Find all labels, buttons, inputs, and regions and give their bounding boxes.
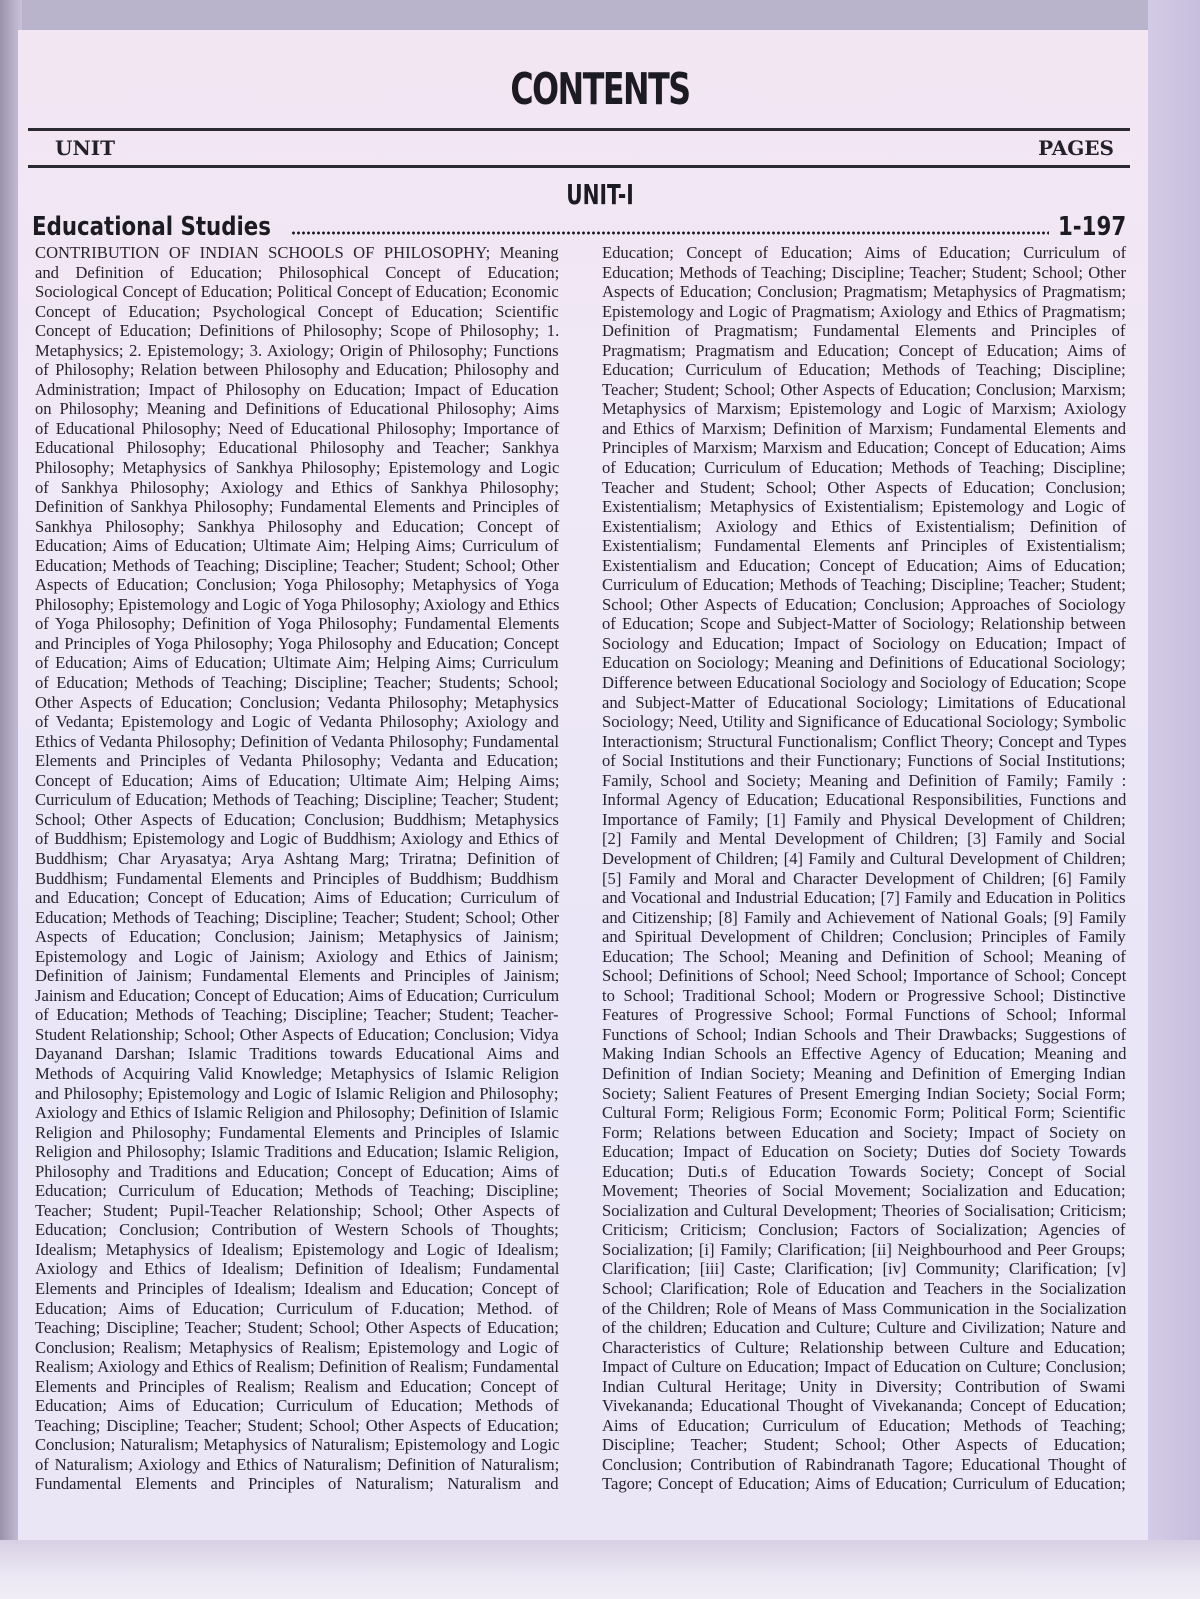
topic-line: and Philosophy; Epistemology and Logic of Islamic Religion and Philosophy; bbox=[35, 1083, 559, 1103]
topic-line: Epistemology and Logic of Pragmatism; Axiology and Ethics of Pragmatism; bbox=[602, 301, 1126, 321]
topic-line: Education on Sociology; Meaning and Definitions of Educational Sociology; bbox=[602, 653, 1126, 673]
topic-line: Teaching; Discipline; Teacher; Student; School; Other Aspects of Education; bbox=[35, 1318, 559, 1338]
topic-line: School; Definitions of School; Need School; Importance of School; Concept bbox=[602, 966, 1127, 986]
topic-line: Aspects of Education; Conclusion; Jainism; Metaphysics of Jainism; bbox=[35, 927, 559, 947]
dot-leader bbox=[291, 230, 1048, 236]
topic-line: of Naturalism; Axiology and Ethics of Naturalism; Definition of Naturalism; bbox=[35, 1454, 560, 1474]
topic-line: to School; Traditional School; Modern or Progressive School; Distinctive bbox=[602, 985, 1126, 1005]
topic-line: of Buddhism; Epistemology and Logic of Buddhism; Axiology and Ethics of bbox=[35, 829, 559, 849]
topic-line: Importance of Family; [1] Family and Physical Development of Children; bbox=[602, 809, 1126, 829]
topic-line: Aspects of Education; Conclusion; Yoga Philosophy; Metaphysics of Yoga bbox=[35, 575, 559, 595]
topic-line: Criticism; Criticism; Conclusion; Factors of Socialization; Agencies of bbox=[602, 1220, 1126, 1240]
topic-line: Education; Duti.s of Education Towards Society; Concept of Social bbox=[602, 1161, 1126, 1181]
topic-line: Education; Aims of Education; Curriculum of Education; Methods of bbox=[35, 1396, 559, 1416]
topic-line: Dayanand Darshan; Islamic Traditions towards Educational Aims and bbox=[35, 1044, 560, 1064]
topic-line: Philosophy; Metaphysics of Sankhya Philosophy; Epistemology and Logic bbox=[35, 458, 560, 478]
topic-line: Other Aspects of Education; Conclusion; Vedanta Philosophy; Metaphysics bbox=[35, 692, 559, 712]
topic-line: Teacher; Student; Pupil-Teacher Relationship; School; Other Aspects of bbox=[35, 1200, 560, 1220]
scan-right-edge bbox=[1148, 0, 1200, 1540]
topic-line: and Definition of Education; Philosophical Concept of Education; bbox=[35, 262, 560, 282]
topic-line: [2] Family and Mental Development of Children; [3] Family and Social bbox=[602, 829, 1126, 849]
topic-line: Elements and Principles of Realism; Realism and Education; Concept of bbox=[35, 1376, 559, 1396]
topic-line: and Citizenship; [8] Family and Achievement of National Goals; [9] Family bbox=[602, 907, 1127, 927]
pages-column-header: PAGES bbox=[1038, 136, 1114, 160]
topic-line: Buddhism; Fundamental Elements and Principles of Buddhism; Buddhism bbox=[35, 868, 559, 888]
topic-line: Discipline; Teacher; Student; School; Other Aspects of Education; bbox=[602, 1435, 1126, 1455]
topic-line: Definition of Indian Society; Meaning and Definition of Emerging Indian bbox=[602, 1063, 1126, 1083]
topic-line: Definition of Jainism; Fundamental Elements and Principles of Jainism; bbox=[35, 966, 560, 986]
topic-line: and Subject-Matter of Educational Sociology; Limitations of Educational bbox=[602, 692, 1127, 712]
topic-line: School; Other Aspects of Education; Conclusion; Approaches of Sociology bbox=[602, 594, 1126, 614]
topic-line: Definition of Pragmatism; Fundamental Elements and Principles of bbox=[602, 321, 1126, 341]
topic-line: of Sankhya Philosophy; Axiology and Ethics of Sankhya Philosophy; bbox=[35, 477, 559, 497]
topic-line: Existentialism; Axiology and Ethics of Existentialism; Definition of bbox=[602, 516, 1127, 536]
topic-line: of Educational Philosophy; Need of Educational Philosophy; Importance of bbox=[35, 418, 560, 438]
topic-line: and Spiritual Development of Children; Conclusion; Principles of Family bbox=[602, 927, 1126, 947]
topic-line: Society; Salient Features of Present Emerging Indian Society; Social Form; bbox=[602, 1083, 1126, 1103]
topic-line: Elements and Principles of Vedanta Philosophy; Vedanta and Education; bbox=[35, 751, 559, 771]
topic-line: Pragmatism; Pragmatism and Education; Concept of Education; Aims of bbox=[602, 340, 1127, 360]
topic-line: Concept of Education; Aims of Education; Ultimate Aim; Helping Aims; bbox=[35, 770, 560, 790]
topic-line: Buddhism; Char Aryasatya; Arya Ashtang Marg; Triratna; Definition of bbox=[35, 848, 560, 868]
topic-line: Education; Curriculum of Education; Methods of Teaching; Discipline; bbox=[35, 1181, 559, 1201]
topic-line: and Vocational and Industrial Education; [7] Family and Education in Politics bbox=[602, 888, 1126, 908]
topic-line: Education; Concept of Education; Aims of Education; Curriculum of bbox=[602, 243, 1127, 262]
topic-line: [5] Family and Moral and Character Development of Children; [6] Family bbox=[602, 868, 1127, 888]
unit-heading: UNIT-I bbox=[566, 178, 634, 211]
topic-line: of Yoga Philosophy; Definition of Yoga Philosophy; Fundamental Elements bbox=[35, 614, 560, 634]
topic-line: Tagore; Concept of Education; Aims of Education; Curriculum of Education; bbox=[602, 1474, 1126, 1494]
topic-line: Methods of Acquiring Valid Knowledge; Metaphysics of Islamic Religion bbox=[35, 1063, 559, 1083]
topic-line: of Education; Curriculum of Education; Methods of Teaching; Discipline; bbox=[602, 458, 1126, 478]
topic-line: School; Other Aspects of Education; Conclusion; Buddhism; Metaphysics bbox=[35, 809, 559, 829]
topic-line: Socialization and Cultural Development; Theories of Socialisation; Criticism; bbox=[602, 1200, 1127, 1220]
topic-line: Informal Agency of Education; Educational Responsibilities, Functions and bbox=[602, 790, 1127, 810]
topic-line: of Vedanta; Epistemology and Logic of Vedanta Philosophy; Axiology and bbox=[35, 712, 559, 732]
topic-line: Elements and Principles of Idealism; Idealism and Education; Concept of bbox=[35, 1278, 560, 1298]
topic-line: Axiology and Ethics of Islamic Religion and Philosophy; Definition of Islamic bbox=[35, 1103, 559, 1123]
topic-line: Metaphysics; 2. Epistemology; 3. Axiology; Origin of Philosophy; Functions bbox=[35, 340, 559, 360]
topic-line: Concept of Education; Definitions of Philosophy; Scope of Philosophy; 1. bbox=[35, 321, 560, 341]
topic-line: of Education; Scope and Subject-Matter of Sociology; Relationship between bbox=[602, 614, 1126, 634]
topic-line: Jainism and Education; Concept of Education; Aims of Education; Curriculum bbox=[35, 985, 560, 1005]
topic-line: Conclusion; Contribution of Rabindranath Tagore; Educational Thought of bbox=[602, 1454, 1127, 1474]
scan-bottom-edge bbox=[0, 1540, 1200, 1599]
topic-line: Education; The School; Meaning and Definition of School; Meaning of bbox=[602, 946, 1126, 966]
topic-line: Sankhya Philosophy; Sankhya Philosophy and Education; Concept of bbox=[35, 516, 560, 536]
topic-line: Interactionism; Structural Functionalism; Conflict Theory; Concept and Types bbox=[602, 731, 1127, 751]
topic-line: of Education; Methods of Teaching; Discipline; Teacher; Student; Teacher- bbox=[35, 1005, 559, 1025]
topic-line: Administration; Impact of Philosophy on Education; Impact of Education bbox=[35, 379, 559, 399]
topic-line: Development of Children; [4] Family and Cultural Development of Children; bbox=[602, 848, 1126, 868]
topic-line: Religion and Philosophy; Islamic Traditions and Education; Islamic Religion, bbox=[35, 1142, 559, 1162]
topic-line: on Philosophy; Meaning and Definitions of Educational Philosophy; Aims bbox=[35, 399, 560, 419]
topic-line: Definition of Sankhya Philosophy; Fundamental Elements and Principles of bbox=[35, 497, 560, 517]
topic-line: School; Clarification; Role of Education and Teachers in the Socialization bbox=[602, 1278, 1127, 1298]
topic-line: Existentialism; Metaphysics of Existentialism; Epistemology and Logic of bbox=[602, 497, 1126, 517]
topic-line: Features of Progressive School; Formal Functions of School; Informal bbox=[602, 1005, 1127, 1025]
header-top-rule bbox=[28, 128, 1130, 131]
topic-line: Education; Conclusion; Contribution of Western Schools of Thoughts; bbox=[35, 1220, 559, 1240]
topic-line: Axiology and Ethics of Idealism; Definition of Idealism; Fundamental bbox=[35, 1259, 560, 1279]
topic-line: Functions of School; Indian Schools and Their Drawbacks; Suggestions of bbox=[602, 1024, 1127, 1044]
topic-line: Student Relationship; School; Other Aspects of Education; Conclusion; Vidya bbox=[35, 1024, 559, 1044]
topic-line: Curriculum of Education; Methods of Teaching; Discipline; Teacher; Student; bbox=[35, 790, 559, 810]
topic-line: Characteristics of Culture; Relationship between Culture and Education; bbox=[602, 1337, 1126, 1357]
topic-line: of Education; Aims of Education; Ultimate Aim; Helping Aims; Curriculum bbox=[35, 653, 559, 673]
toc-entry-title[interactable]: Educational Studies bbox=[32, 212, 271, 242]
topics-column-left bbox=[35, 243, 559, 1494]
topic-line: Teaching; Discipline; Teacher; Student; School; Other Aspects of Education; bbox=[35, 1415, 559, 1435]
topic-line: Sociological Concept of Education; Political Concept of Education; Economic bbox=[35, 282, 559, 302]
topic-line: and Principles of Yoga Philosophy; Yoga Philosophy and Education; Concept bbox=[35, 633, 559, 653]
topic-line: Fundamental Elements and Principles of Naturalism; Naturalism and bbox=[35, 1474, 559, 1494]
topic-line: Impact of Culture on Education; Impact of Education on Culture; Conclusion; bbox=[602, 1357, 1126, 1377]
topic-line: Religion and Philosophy; Fundamental Elements and Principles of Islamic bbox=[35, 1122, 559, 1142]
topic-line: Concept of Education; Psychological Concept of Education; Scientific bbox=[35, 301, 559, 321]
topic-line: and Education; Concept of Education; Aims of Education; Curriculum of bbox=[35, 888, 560, 908]
topic-line: Sociology and Education; Impact of Sociology on Education; Impact of bbox=[602, 633, 1127, 653]
topic-line: Cultural Form; Religious Form; Economic Form; Political Form; Scientific bbox=[602, 1103, 1126, 1123]
topic-line: Educational Philosophy; Educational Philosophy and Teacher; Sankhya bbox=[35, 438, 560, 458]
topic-line: Education; Impact of Education on Society; Duties dof Society Towards bbox=[602, 1142, 1127, 1162]
topic-line: Epistemology and Logic of Jainism; Axiology and Ethics of Jainism; bbox=[35, 946, 559, 966]
topic-line: Education; Aims of Education; Curriculum of F.ducation; Method. of bbox=[35, 1298, 559, 1318]
topic-line: Clarification; [iii] Caste; Clarification; [iv] Community; Clarification; [v] bbox=[602, 1259, 1127, 1279]
toc-entry[interactable] bbox=[32, 210, 1126, 242]
topic-line: Metaphysics of Marxism; Epistemology and Logic of Marxism; Axiology bbox=[602, 399, 1127, 419]
topic-line: of Philosophy; Relation between Philosophy and Education; Philosophy and bbox=[35, 360, 559, 380]
topic-line: Indian Cultural Heritage; Unity in Diversity; Contribution of Swami bbox=[602, 1376, 1126, 1396]
topic-line: Teacher and Student; School; Other Aspects of Education; Conclusion; bbox=[602, 477, 1126, 497]
topic-line: of the Children; Role of Means of Mass Communication in the Socialization bbox=[602, 1298, 1127, 1318]
page-title: CONTENTS bbox=[510, 64, 690, 115]
topic-line: Principles of Marxism; Marxism and Education; Concept of Education; Aims bbox=[602, 438, 1126, 458]
topic-line: Conclusion; Naturalism; Metaphysics of Naturalism; Epistemology and Logic bbox=[35, 1435, 560, 1455]
topic-line: Existentialism; Fundamental Elements anf Principles of Existentialism; bbox=[602, 536, 1126, 556]
topic-line: Philosophy and Traditions and Education; Concept of Education; Aims of bbox=[35, 1161, 560, 1181]
header-bottom-rule bbox=[28, 165, 1130, 168]
unit-column-header: UNIT bbox=[55, 136, 115, 160]
topic-line: Making Indian Schools an Effective Agency of Education; Meaning and bbox=[602, 1044, 1127, 1064]
topic-line: Teacher; Student; School; Other Aspects of Education; Conclusion; Marxism; bbox=[602, 379, 1126, 399]
topic-line: Aspects of Education; Conclusion; Pragmatism; Metaphysics of Pragmatism; bbox=[602, 282, 1126, 302]
topic-line: Family, School and Society; Meaning and Definition of Family; Family : bbox=[602, 770, 1127, 790]
topic-line: Vivekananda; Educational Thought of Vivekananda; Concept of Education; bbox=[602, 1396, 1127, 1416]
topic-line: Education; Aims of Education; Ultimate Aim; Helping Aims; Curriculum of bbox=[35, 536, 559, 556]
topic-line: of Education; Methods of Teaching; Discipline; Teacher; Students; School; bbox=[35, 673, 559, 693]
topic-line: Curriculum of Education; Methods of Teaching; Discipline; Teacher; Student; bbox=[602, 575, 1126, 595]
toc-entry-pages[interactable]: 1-197 bbox=[1057, 212, 1126, 242]
topic-line: Aims of Education; Curriculum of Education; Methods of Teaching; bbox=[602, 1415, 1126, 1435]
topic-line: and Ethics of Marxism; Definition of Marxism; Fundamental Elements and bbox=[602, 418, 1127, 438]
topic-line: CONTRIBUTION OF INDIAN SCHOOLS OF PHILOSOPHY; Meaning bbox=[35, 243, 559, 262]
topic-line: Realism; Axiology and Ethics of Realism; Definition of Realism; Fundamental bbox=[35, 1357, 560, 1377]
topic-line: Ethics of Vedanta Philosophy; Definition of Vedanta Philosophy; Fundamental bbox=[35, 731, 560, 751]
topic-line: of the children; Education and Culture; Culture and Civilization; Nature and bbox=[602, 1318, 1126, 1338]
topic-line: Conclusion; Realism; Metaphysics of Realism; Epistemology and Logic of bbox=[35, 1337, 559, 1357]
topic-line: Difference between Educational Sociology and Sociology of Education; Scope bbox=[602, 673, 1127, 693]
topic-line: Movement; Theories of Social Movement; Socialization and Education; bbox=[602, 1181, 1126, 1201]
topic-line: Philosophy; Epistemology and Logic of Yoga Philosophy; Axiology and Ethics bbox=[35, 594, 560, 614]
topic-line: Sociology; Need, Utility and Significance of Educational Sociology; Symbolic bbox=[602, 712, 1127, 732]
topic-line: Form; Relations between Education and Society; Impact of Society on bbox=[602, 1122, 1126, 1142]
topic-line: Education; Curriculum of Education; Methods of Teaching; Discipline; bbox=[602, 360, 1126, 380]
topic-line: Education; Methods of Teaching; Discipline; Teacher; Student; School; Other bbox=[35, 907, 560, 927]
topic-line: Idealism; Metaphysics of Idealism; Epistemology and Logic of Idealism; bbox=[35, 1239, 559, 1259]
topic-line: Education; Methods of Teaching; Discipline; Teacher; Student; School; Other bbox=[35, 555, 560, 575]
topics-column-right bbox=[602, 243, 1126, 1494]
topic-line: Socialization; [i] Family; Clarification; [ii] Neighbourhood and Peer Groups; bbox=[602, 1239, 1126, 1259]
topic-line: Existentialism and Education; Concept of Education; Aims of Education; bbox=[602, 555, 1126, 575]
topic-line: of Social Institutions and their Functionary; Functions of Social Institutions; bbox=[602, 751, 1126, 771]
topic-line: Education; Methods of Teaching; Discipline; Teacher; Student; School; Other bbox=[602, 262, 1127, 282]
